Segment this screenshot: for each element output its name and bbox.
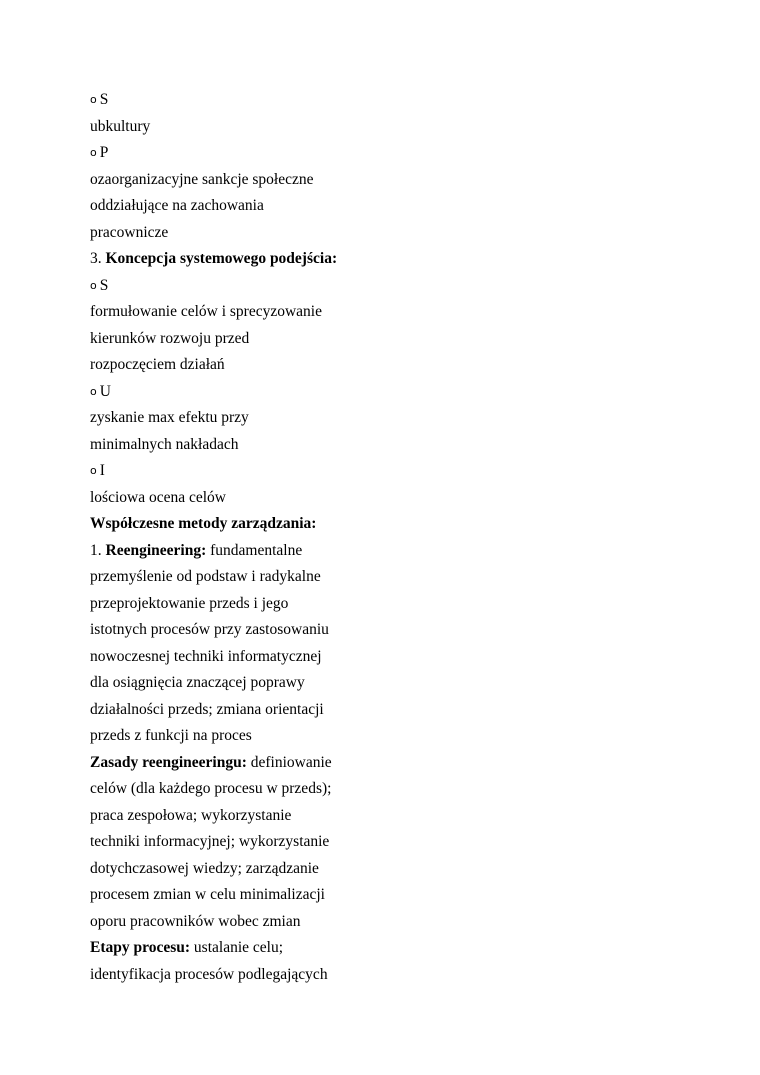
bullet-text: S [99,91,109,108]
labeled-line [90,935,690,962]
text-line: zyskanie max efektu przy [90,409,249,426]
label-bold-text: Zasady reengineeringu: [90,753,247,771]
heading-bold-text: Koncepcja systemowego podejścia: [105,250,338,267]
label-rest-text: definiowanie [246,753,332,771]
text-line: ozaorganizacyjne sankcje społeczne [90,170,314,188]
bullet-text: I [99,462,105,479]
bullet-marker: o [90,278,97,292]
bullet-marker: o [90,146,97,159]
heading-rest-text: fundamentalne [206,541,303,559]
bullet-marker: o [90,384,97,398]
bullet-line [90,379,690,406]
numbered-heading [90,538,690,565]
text-line: kierunków rozwoju przed [90,329,250,347]
text-line: lościowa ocena celów [90,488,226,506]
heading-bold-text: Reengineering: [105,541,207,559]
section-heading-text: Współczesne metody zarządzania: [90,515,317,532]
text-line: przemyślenie od podstaw i radykalne [90,568,321,585]
bullet-text: U [99,382,111,400]
text-line: rozpoczęciem działań [90,356,225,373]
text-line: ubkultury [90,117,151,135]
text-line: nowoczesnej techniki informatycznej [90,647,322,665]
bullet-line [90,140,690,167]
text-line: praca zespołowa; wykorzystanie [90,806,292,824]
bullet-marker: o [90,93,97,106]
text-line: identyfikacja procesów podlegających [90,965,328,983]
bullet-line [90,458,690,485]
text-line: techniki informacyjnej; wykorzystanie [90,833,330,850]
bullet-text: P [99,144,109,161]
text-line: oporu pracowników wobec zmian [90,912,301,930]
text-line: formułowanie celów i sprecyzowanie [90,303,322,320]
text-line: oddziałujące na zachowania [90,197,264,214]
bullet-line [90,87,690,114]
text-line: pracownicze [90,223,169,241]
text-line: przeprojektowanie przeds i jego [90,594,289,612]
text-line: minimalnych nakładach [90,435,239,453]
text-line: dotychczasowej wiedzy; zarządzanie [90,859,319,877]
numbered-heading [90,246,690,273]
section-heading [90,511,690,538]
text-line: dla osiągnięcia znaczącej poprawy [90,674,305,691]
labeled-line [90,750,690,777]
number-prefix: 1. [90,541,106,559]
document-body [90,87,690,988]
text-line: procesem zmian w celu minimalizacji [90,886,325,903]
bullet-text: S [99,276,109,294]
label-rest-text: ustalanie celu; [190,939,284,956]
bullet-marker: o [90,464,97,477]
number-prefix: 3. [90,250,106,267]
label-bold-text: Etapy procesu: [90,939,191,956]
text-line: celów (dla każdego procesu w przeds); [90,780,332,797]
text-line: istotnych procesów przy zastosowaniu [90,621,329,638]
bullet-line [90,273,690,300]
text-line: przeds z funkcji na proces [90,727,252,744]
text-line: działalności przeds; zmiana orientacji [90,700,324,718]
